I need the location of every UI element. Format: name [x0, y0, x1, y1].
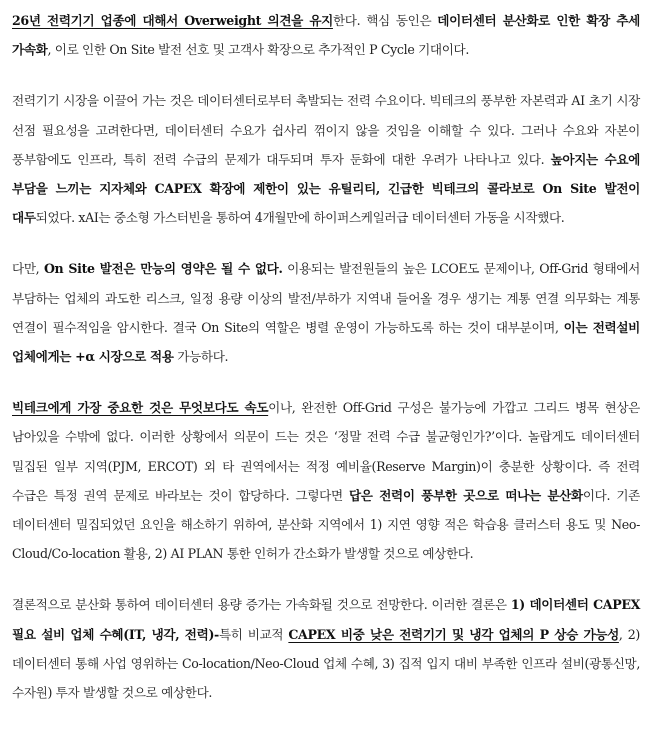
text-segment: 다만,	[12, 261, 44, 277]
text-segment: 데이터센터 분산화로 인한 확장 추세 가속화	[12, 13, 640, 58]
text-segment: 전력기기 시장을 이끌어 가는 것은 데이터센터로부터 촉발되는 전력 수요이다. 빅테크의 풍부한 자본력과 AI 초기 시장 선점 필요성을 고려한다면, 데이터센터 수요가 쉽사리 꺾이지 않을 것임을 이해할 수 있다. 그러나 수요와 자본이 풍부함에도 인프라, 특히 전력 수급의 문제가 대두되며 투자 둔화에 대한 우려가 나타나고 있다.	[12, 93, 640, 167]
paragraph-on-site-limits	[12, 254, 640, 371]
text-segment: 빅테크에게 가장 중요한 것은 무엇보다도 속도	[12, 400, 269, 416]
text-segment: 26년 전력기기 업종에 대해서 Overweight 의견을 유지	[12, 13, 333, 28]
text-segment: 높아지는 수요에 부담을 느끼는 지자체와 CAPEX 확장에 제한이 있는 유틸리티, 긴급한 빅테크의 콜라보로 On Site 발전이 대두	[12, 151, 640, 226]
text-segment: 이용되는 발전원들의 높은 LCOE도 문제이나, Off-Grid 형태에서 부담하는 업체의 과도한 리스크, 일정 용량 이상의 발전/부하가 지역내 들어올 경우 생기는 계통 연결 의무화는 계통 연결이 필수적임을 암시한다. 결국 On Site의 역할은 병렬 운영이 가능하도록 하는 것이 대부분이며,	[12, 261, 640, 335]
paragraph-overweight-opinion	[12, 6, 640, 64]
text-segment: CAPEX 비중 낮은 전력기기 및 냉각 업체의 P 상승 가능성	[288, 626, 619, 642]
text-segment: On Site 발전은 만능의 영약은 될 수 없다.	[43, 261, 283, 277]
text-segment: 특히 비교적	[218, 626, 289, 642]
text-segment: 이는 전력설비 업체에게는 +α 시장으로 적용	[12, 319, 640, 365]
text-segment: 결론적으로 분산화 통하여 데이터센터 용량 증가는 가속화될 것으로 전망한다. 이러한 결론은	[12, 597, 511, 613]
text-segment: 이나, 완전한 Off-Grid 구성은 불가능에 가깝고 그리드 병목 현상은 남아있을 수밖에 없다. 이러한 상황에서 의문이 드는 것은 ‘정말 전력 수급 불균형인가?’이다. 놀랍게도 데이터센터 밀집된 일부 지역(PJM, ERCOT) 외 타 권역에서는 적정 예비율(Reserve Margin)이 충분한 상황이다. 즉 전력 수급은 특정 권역 문제로 바라보는 것이 합당하다. 그렇다면	[12, 400, 640, 503]
text-segment: 가능하다.	[173, 349, 229, 365]
paragraph-power-demand	[12, 86, 640, 232]
text-segment: 한다. 핵심 동인은	[332, 13, 438, 28]
text-segment: 답은 전력이 풍부한 곳으로 떠나는 분산화	[348, 487, 583, 503]
text-segment: , 2) 데이터센터 통해 사업 영위하는 Co-location/Neo-Cloud 업체 수혜, 3) 집적 입지 대비 부족한 인프라 설비(광통신망, 수자원) 투자 발생할 것으로 예상한다.	[12, 626, 640, 701]
text-segment: 이다. 기존 데이터센터 밀집되었던 요인을 해소하기 위하여, 분산화 지역에서 1) 지연 영향 적은 학습용 클러스터 용도 및 Neo-Cloud/Co-location 활용, 2) AI PLAN 통한 인허가 간소화가 발생할 것으로 예상한다.	[12, 487, 641, 562]
text-segment: 1) 데이터센터 CAPEX 필요 설비 업체 수혜(IT, 냉각, 전력)-	[12, 597, 640, 642]
paragraph-decentralization	[12, 393, 640, 568]
paragraph-conclusion	[12, 590, 640, 707]
text-segment: 되었다. xAI는 중소형 가스터빈을 통하여 4개월만에 하이퍼스케일러급 데이터센터 가동을 시작했다.	[35, 210, 565, 226]
text-segment: , 이로 인한 On Site 발전 선호 및 고객사 확장으로 추가적인 P Cycle 기대이다.	[47, 42, 469, 58]
